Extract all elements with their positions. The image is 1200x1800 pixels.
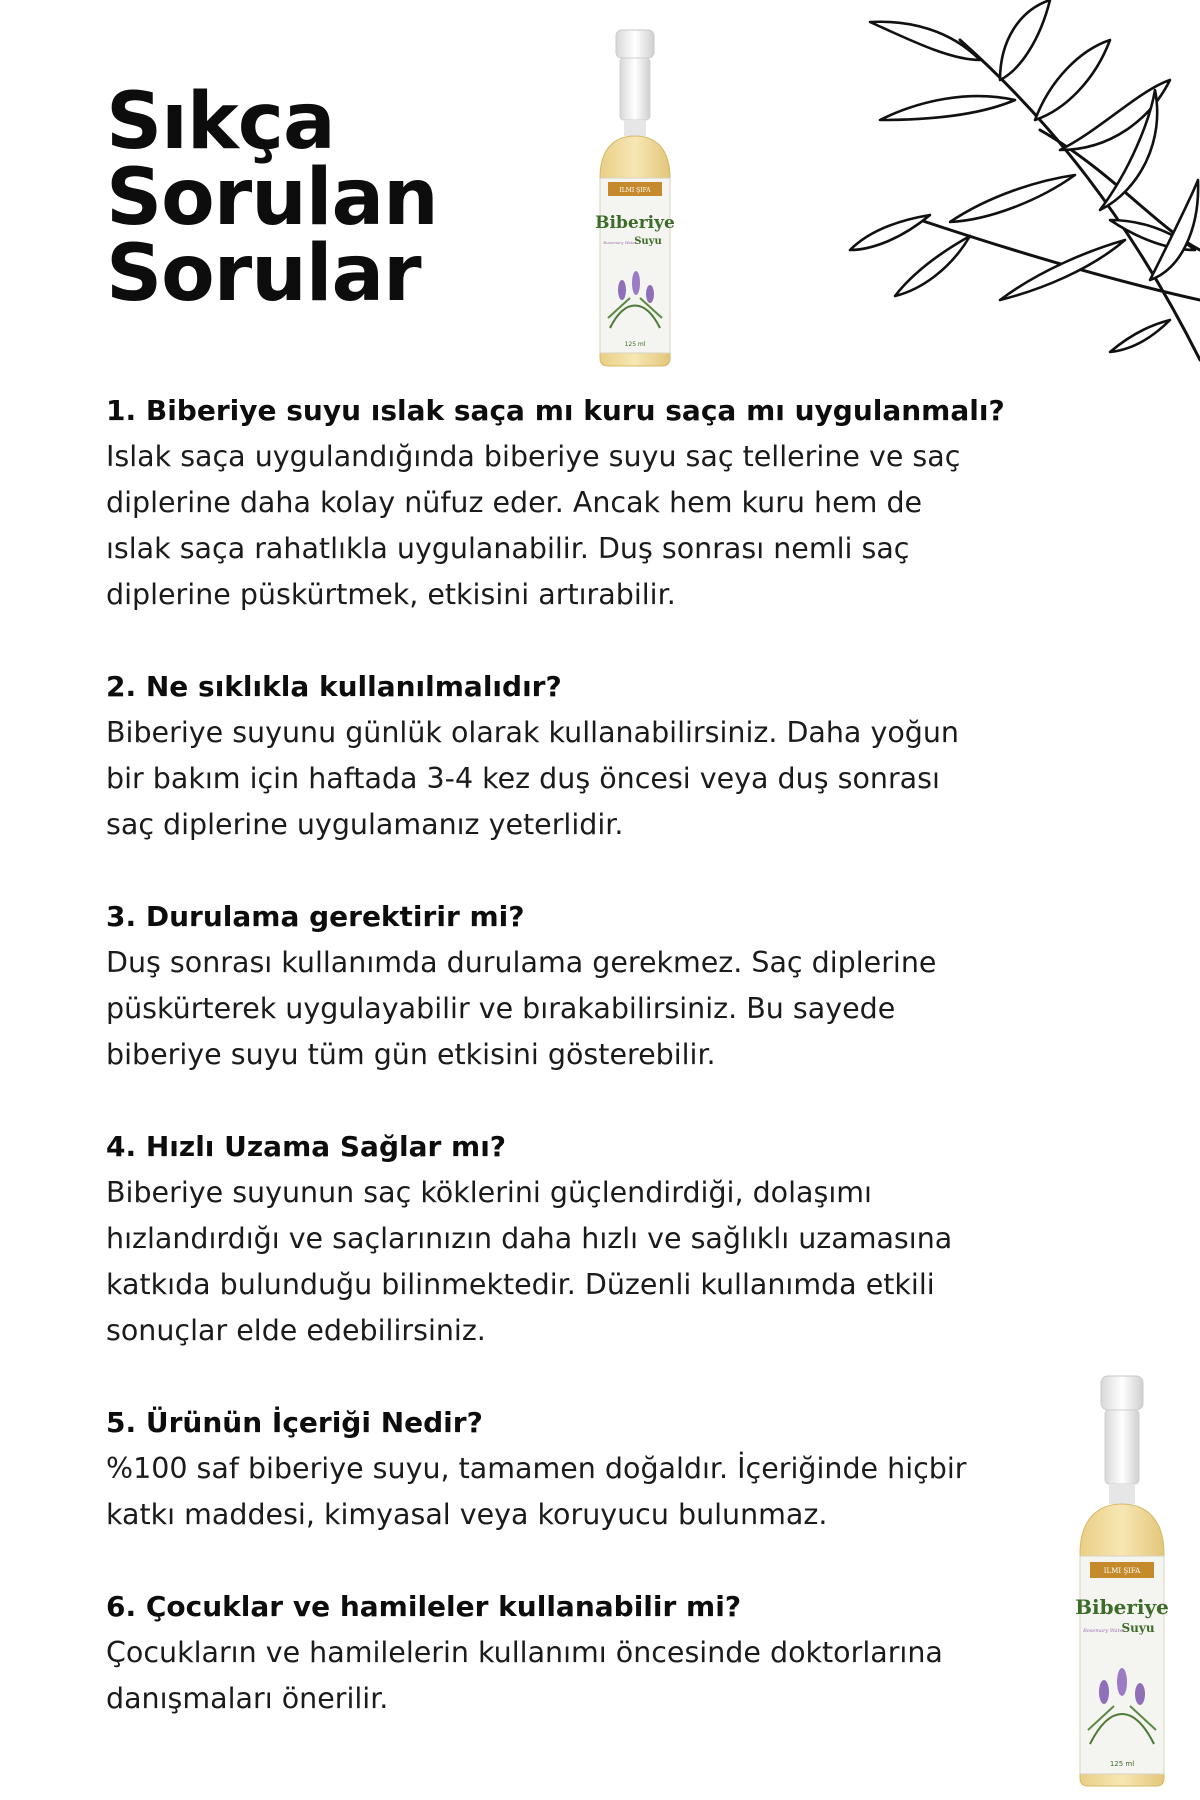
faq-item-6 — [106, 1584, 1096, 1722]
title-line-3: Sorular — [106, 229, 421, 319]
page-title — [106, 77, 438, 319]
faq-answer-line: katkıda bulunduğu bilinmektedir. Düzenli kullanımda etkili — [106, 1268, 935, 1301]
faq-answer — [106, 1446, 1096, 1538]
faq-item-3 — [106, 894, 1096, 1078]
faq-answer-line: katkı maddesi, kimyasal veya koruyucu bulunmaz. — [106, 1498, 828, 1531]
faq-answer-line: biberiye suyu tüm gün etkisini gösterebilir. — [106, 1038, 716, 1071]
faq-answer-line: Biberiye suyunun saç köklerini güçlendirdiği, dolaşımı — [106, 1176, 872, 1209]
bottle-subname-text: Suyu — [634, 236, 662, 247]
product-bottle-image — [590, 28, 680, 368]
faq-question: 6. Çocuklar ve hamileler kullanabilir mi? — [106, 1590, 742, 1623]
faq-item-5 — [106, 1400, 1096, 1538]
product-bottle-image-bottom — [1072, 1374, 1172, 1788]
title-line-1: Sıkça — [106, 77, 335, 167]
faq-answer — [106, 434, 1096, 618]
faq-question: 4. Hızlı Uzama Sağlar mı? — [106, 1130, 507, 1163]
faq-answer-line: Çocukların ve hamilelerin kullanımı öncesinde doktorlarına — [106, 1636, 943, 1669]
faq-question: 5. Ürünün İçeriği Nedir? — [106, 1406, 483, 1439]
faq-answer-line: Biberiye suyunu günlük olarak kullanabilirsiniz. Daha yoğun — [106, 716, 959, 749]
title-line-2: Sorulan — [106, 153, 438, 243]
faq-answer-line: Islak saça uygulandığında biberiye suyu saç tellerine ve saç — [106, 440, 961, 473]
bottle-volume-text: 125 ml — [1109, 1760, 1135, 1768]
bottle-tagline-text: Rosemary Water — [1083, 1628, 1125, 1634]
faq-item-1 — [106, 388, 1096, 618]
faq-question: 1. Biberiye suyu ıslak saça mı kuru saça mı uygulanmalı? — [106, 394, 1005, 427]
faq-list — [106, 388, 1096, 1768]
faq-answer-line: danışmaları önerilir. — [106, 1682, 389, 1715]
faq-answer-line: püskürterek uygulayabilir ve bırakabilirsiniz. Bu sayede — [106, 992, 896, 1025]
bottle-volume-text: 125 ml — [624, 341, 646, 348]
faq-answer — [106, 1630, 1096, 1722]
bottle-tagline-text: Rosemary Water — [603, 240, 637, 245]
faq-answer-line: bir bakım için haftada 3-4 kez duş öncesi veya duş sonrası — [106, 762, 940, 795]
faq-answer-line: Duş sonrası kullanımda durulama gerekmez. Saç diplerine — [106, 946, 937, 979]
faq-question: 3. Durulama gerektirir mi? — [106, 900, 525, 933]
bottle-brand-text: ILMI ŞIFA — [1103, 1567, 1141, 1575]
bottle-subname-text: Suyu — [1121, 1621, 1155, 1635]
faq-answer-line: diplerine daha kolay nüfuz eder. Ancak hem kuru hem de — [106, 486, 923, 519]
faq-answer — [106, 1170, 1096, 1354]
rosemary-sprig-illustration — [810, 0, 1200, 370]
faq-answer-line: ıslak saça rahatlıkla uygulanabilir. Duş sonrası nemli saç — [106, 532, 910, 565]
faq-answer-line: saç diplerine uygulamanız yeterlidir. — [106, 808, 624, 841]
faq-answer-line: %100 saf biberiye suyu, tamamen doğaldır. İçeriğinde hiçbir — [106, 1452, 967, 1485]
faq-answer-line: hızlandırdığı ve saçlarınızın daha hızlı ve sağlıklı uzamasına — [106, 1222, 953, 1255]
bottle-name-text: Biberiye — [1075, 1595, 1169, 1619]
faq-question: 2. Ne sıklıkla kullanılmalıdır? — [106, 670, 562, 703]
faq-item-2 — [106, 664, 1096, 848]
faq-answer — [106, 710, 1096, 848]
faq-item-4 — [106, 1124, 1096, 1354]
bottle-brand-text: ILMI ŞIFA — [619, 187, 651, 194]
faq-answer-line: diplerine püskürtmek, etkisini artırabilir. — [106, 578, 676, 611]
faq-answer-line: sonuçlar elde edebilirsiniz. — [106, 1314, 486, 1347]
bottle-name-text: Biberiye — [595, 213, 675, 233]
faq-answer — [106, 940, 1096, 1078]
